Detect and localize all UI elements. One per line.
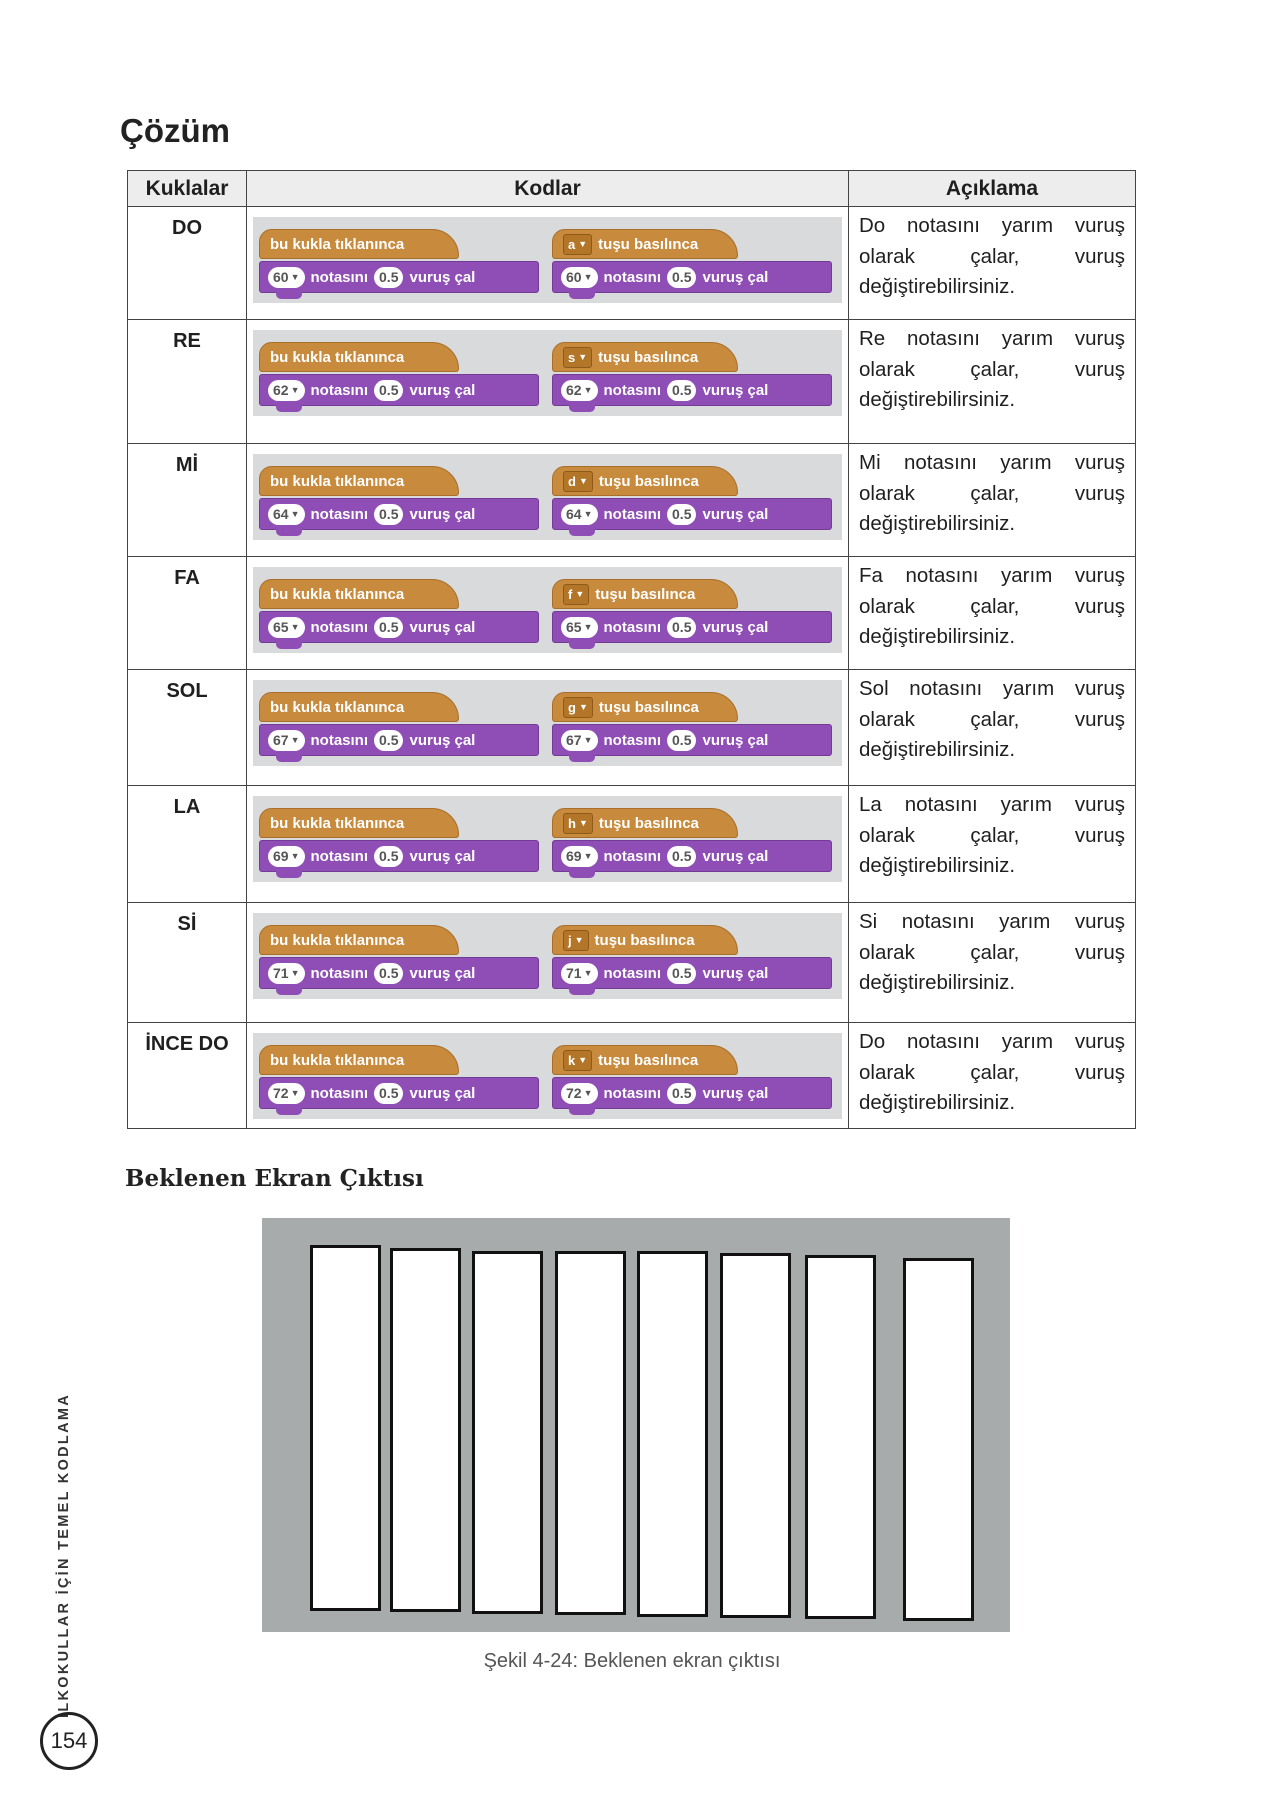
- table-row: [128, 207, 1136, 320]
- header-kodlar: Kodlar: [247, 171, 849, 207]
- description-cell: Re notasını yarım vuruş olarak çalar, vuruş değiştirebilirsiniz.: [849, 320, 1136, 444]
- beat-input[interactable]: 0.5: [667, 846, 696, 867]
- script-area: [253, 217, 842, 303]
- key-dropdown[interactable]: s ▼: [563, 347, 592, 368]
- when-clicked-block[interactable]: bu kukla tıklanınca: [259, 1045, 459, 1075]
- dropdown-arrow-icon: ▼: [583, 851, 593, 861]
- figure-caption: Şekil 4-24: Beklenen ekran çıktısı: [483, 1650, 781, 1672]
- dropdown-arrow-icon: ▼: [290, 851, 300, 861]
- dropdown-arrow-icon: ▼: [290, 509, 300, 519]
- description-cell: Si notasını yarım vuruş olarak çalar, vuruş değiştirebilirsiniz.: [849, 903, 1136, 1023]
- puppet-name: RE: [128, 320, 247, 444]
- beat-input[interactable]: 0.5: [374, 380, 403, 401]
- when-key-pressed-block[interactable]: j ▼ tuşu basılınca: [552, 925, 738, 955]
- when-key-pressed-block[interactable]: k ▼ tuşu basılınca: [552, 1045, 738, 1075]
- note-dropdown[interactable]: 67 ▼: [268, 730, 305, 751]
- table-row: [128, 903, 1136, 1023]
- key-script: [552, 458, 838, 536]
- note-dropdown[interactable]: 65 ▼: [561, 617, 598, 638]
- header-kuklalar: Kuklalar: [128, 171, 247, 207]
- play-note-block[interactable]: 71 ▼ notasını 0.5 vuruş çal: [552, 957, 832, 989]
- beat-input[interactable]: 0.5: [667, 504, 696, 525]
- description-cell: Mi notasını yarım vuruş olarak çalar, vuruş değiştirebilirsiniz.: [849, 444, 1136, 557]
- dropdown-arrow-icon: ▼: [290, 272, 300, 282]
- dropdown-arrow-icon: ▼: [578, 818, 588, 828]
- script-area: [253, 567, 842, 653]
- play-note-block[interactable]: 60 ▼ notasını 0.5 vuruş çal: [552, 261, 832, 293]
- piano-key-sprite[interactable]: [472, 1251, 543, 1614]
- code-cell: [247, 786, 849, 903]
- beat-input[interactable]: 0.5: [374, 963, 403, 984]
- piano-key-sprite[interactable]: [555, 1251, 626, 1615]
- table-row: [128, 1023, 1136, 1129]
- key-script: [552, 917, 838, 995]
- note-dropdown[interactable]: 60 ▼: [268, 267, 305, 288]
- piano-key-sprite[interactable]: [805, 1255, 876, 1619]
- play-note-block[interactable]: 65 ▼ notasını 0.5 vuruş çal: [259, 611, 539, 643]
- play-note-block[interactable]: 67 ▼ notasını 0.5 vuruş çal: [259, 724, 539, 756]
- code-cell: [247, 320, 849, 444]
- table-row: [128, 786, 1136, 903]
- beat-input[interactable]: 0.5: [667, 963, 696, 984]
- script-area: [253, 680, 842, 766]
- puppet-name: LA: [128, 786, 247, 903]
- dropdown-arrow-icon: ▼: [578, 1055, 588, 1065]
- play-note-block[interactable]: 60 ▼ notasını 0.5 vuruş çal: [259, 261, 539, 293]
- description-cell: Do notasını yarım vuruş olarak çalar, vuruş değiştirebilirsiniz.: [849, 1023, 1136, 1129]
- key-script: [552, 684, 838, 762]
- play-note-block[interactable]: 64 ▼ notasını 0.5 vuruş çal: [259, 498, 539, 530]
- beat-input[interactable]: 0.5: [667, 267, 696, 288]
- note-dropdown[interactable]: 64 ▼: [268, 504, 305, 525]
- key-dropdown[interactable]: g ▼: [563, 697, 593, 718]
- solution-table: [127, 170, 1136, 1129]
- script-area: [253, 454, 842, 540]
- puppet-name: DO: [128, 207, 247, 320]
- expected-output-title: Beklenen Ekran Çıktısı: [125, 1165, 424, 1192]
- table-row: [128, 557, 1136, 670]
- script-area: [253, 913, 842, 999]
- key-dropdown[interactable]: a ▼: [563, 234, 592, 255]
- code-cell: [247, 207, 849, 320]
- when-key-pressed-block[interactable]: g ▼ tuşu basılınca: [552, 692, 738, 722]
- when-clicked-block[interactable]: bu kukla tıklanınca: [259, 692, 459, 722]
- note-dropdown[interactable]: 67 ▼: [561, 730, 598, 751]
- play-note-block[interactable]: 67 ▼ notasını 0.5 vuruş çal: [552, 724, 832, 756]
- dropdown-arrow-icon: ▼: [578, 476, 588, 486]
- code-cell: [247, 903, 849, 1023]
- dropdown-arrow-icon: ▼: [575, 589, 585, 599]
- beat-input[interactable]: 0.5: [374, 617, 403, 638]
- note-dropdown[interactable]: 72 ▼: [268, 1083, 305, 1104]
- play-note-block[interactable]: 72 ▼ notasını 0.5 vuruş çal: [552, 1077, 832, 1109]
- play-note-block[interactable]: 69 ▼ notasını 0.5 vuruş çal: [259, 840, 539, 872]
- beat-input[interactable]: 0.5: [374, 1083, 403, 1104]
- click-script: [259, 571, 545, 649]
- when-key-pressed-block[interactable]: d ▼ tuşu basılınca: [552, 466, 738, 496]
- dropdown-arrow-icon: ▼: [290, 622, 300, 632]
- key-dropdown[interactable]: k ▼: [563, 1050, 592, 1071]
- play-note-block[interactable]: 64 ▼ notasını 0.5 vuruş çal: [552, 498, 832, 530]
- dropdown-arrow-icon: ▼: [290, 735, 300, 745]
- note-dropdown[interactable]: 72 ▼: [561, 1083, 598, 1104]
- description-cell: Fa notasını yarım vuruş olarak çalar, vuruş değiştirebilirsiniz.: [849, 557, 1136, 670]
- dropdown-arrow-icon: ▼: [583, 1088, 593, 1098]
- description-cell: La notasını yarım vuruş olarak çalar, vuruş değiştirebilirsiniz.: [849, 786, 1136, 903]
- click-script: [259, 684, 545, 762]
- key-script: [552, 221, 838, 299]
- key-dropdown[interactable]: h ▼: [563, 813, 593, 834]
- puppet-name: Mİ: [128, 444, 247, 557]
- dropdown-arrow-icon: ▼: [290, 385, 300, 395]
- piano-key-sprite[interactable]: [390, 1248, 461, 1612]
- beat-input[interactable]: 0.5: [667, 1083, 696, 1104]
- dropdown-arrow-icon: ▼: [583, 509, 593, 519]
- key-dropdown[interactable]: d ▼: [563, 471, 593, 492]
- dropdown-arrow-icon: ▼: [583, 272, 593, 282]
- when-key-pressed-block[interactable]: f ▼ tuşu basılınca: [552, 579, 738, 609]
- dropdown-arrow-icon: ▼: [578, 352, 588, 362]
- note-dropdown[interactable]: 71 ▼: [268, 963, 305, 984]
- puppet-name: FA: [128, 557, 247, 670]
- beat-input[interactable]: 0.5: [374, 267, 403, 288]
- note-dropdown[interactable]: 64 ▼: [561, 504, 598, 525]
- note-dropdown[interactable]: 71 ▼: [561, 963, 598, 984]
- dropdown-arrow-icon: ▼: [290, 968, 300, 978]
- note-dropdown[interactable]: 60 ▼: [561, 267, 598, 288]
- note-dropdown[interactable]: 62 ▼: [561, 380, 598, 401]
- when-clicked-block[interactable]: bu kukla tıklanınca: [259, 342, 459, 372]
- when-clicked-block[interactable]: bu kukla tıklanınca: [259, 579, 459, 609]
- play-note-block[interactable]: 62 ▼ notasını 0.5 vuruş çal: [259, 374, 539, 406]
- table-row: [128, 670, 1136, 786]
- header-aciklama: Açıklama: [849, 171, 1136, 207]
- stage-preview: [262, 1218, 1010, 1632]
- dropdown-arrow-icon: ▼: [583, 968, 593, 978]
- code-cell: [247, 557, 849, 670]
- page-number: 154: [40, 1712, 98, 1770]
- key-script: [552, 800, 838, 878]
- puppet-name: SOL: [128, 670, 247, 786]
- click-script: [259, 458, 545, 536]
- when-clicked-block[interactable]: bu kukla tıklanınca: [259, 466, 459, 496]
- section-heading: Çözüm: [120, 112, 230, 149]
- beat-input[interactable]: 0.5: [667, 730, 696, 751]
- key-dropdown[interactable]: j ▼: [563, 930, 589, 951]
- beat-input[interactable]: 0.5: [667, 617, 696, 638]
- dropdown-arrow-icon: ▼: [583, 735, 593, 745]
- play-note-block[interactable]: 62 ▼ notasını 0.5 vuruş çal: [552, 374, 832, 406]
- dropdown-arrow-icon: ▼: [583, 622, 593, 632]
- script-area: [253, 1033, 842, 1119]
- click-script: [259, 334, 545, 412]
- beat-input[interactable]: 0.5: [374, 730, 403, 751]
- key-dropdown[interactable]: f ▼: [563, 584, 589, 605]
- code-cell: [247, 1023, 849, 1129]
- beat-input[interactable]: 0.5: [374, 504, 403, 525]
- dropdown-arrow-icon: ▼: [578, 239, 588, 249]
- play-note-block[interactable]: 69 ▼ notasını 0.5 vuruş çal: [552, 840, 832, 872]
- note-dropdown[interactable]: 62 ▼: [268, 380, 305, 401]
- key-script: [552, 1037, 838, 1115]
- when-key-pressed-block[interactable]: h ▼ tuşu basılınca: [552, 808, 738, 838]
- piano-key-sprite[interactable]: [903, 1258, 974, 1621]
- piano-key-sprite[interactable]: [637, 1251, 708, 1617]
- when-clicked-block[interactable]: bu kukla tıklanınca: [259, 808, 459, 838]
- when-clicked-block[interactable]: bu kukla tıklanınca: [259, 925, 459, 955]
- code-cell: [247, 444, 849, 557]
- click-script: [259, 800, 545, 878]
- click-script: [259, 1037, 545, 1115]
- click-script: [259, 917, 545, 995]
- puppet-name: Sİ: [128, 903, 247, 1023]
- table-row: [128, 320, 1136, 444]
- script-area: [253, 796, 842, 882]
- dropdown-arrow-icon: ▼: [574, 935, 584, 945]
- note-dropdown[interactable]: 69 ▼: [561, 846, 598, 867]
- beat-input[interactable]: 0.5: [374, 846, 403, 867]
- when-key-pressed-block[interactable]: a ▼ tuşu basılınca: [552, 229, 738, 259]
- when-key-pressed-block[interactable]: s ▼ tuşu basılınca: [552, 342, 738, 372]
- description-cell: Sol notasını yarım vuruş olarak çalar, vuruş değiştirebilirsiniz.: [849, 670, 1136, 786]
- dropdown-arrow-icon: ▼: [578, 702, 588, 712]
- dropdown-arrow-icon: ▼: [583, 385, 593, 395]
- piano-key-sprite[interactable]: [720, 1253, 791, 1618]
- side-book-title: İLKOKULLAR İÇİN TEMEL KODLAMA: [56, 1393, 72, 1718]
- code-cell: [247, 670, 849, 786]
- script-area: [253, 330, 842, 416]
- table-header-row: [128, 171, 1136, 207]
- dropdown-arrow-icon: ▼: [290, 1088, 300, 1098]
- description-cell: Do notasını yarım vuruş olarak çalar, vuruş değiştirebilirsiniz.: [849, 207, 1136, 320]
- play-note-block[interactable]: 71 ▼ notasını 0.5 vuruş çal: [259, 957, 539, 989]
- note-dropdown[interactable]: 69 ▼: [268, 846, 305, 867]
- note-dropdown[interactable]: 65 ▼: [268, 617, 305, 638]
- key-script: [552, 334, 838, 412]
- when-clicked-block[interactable]: bu kukla tıklanınca: [259, 229, 459, 259]
- play-note-block[interactable]: 72 ▼ notasını 0.5 vuruş çal: [259, 1077, 539, 1109]
- piano-key-sprite[interactable]: [310, 1245, 381, 1611]
- click-script: [259, 221, 545, 299]
- table-row: [128, 444, 1136, 557]
- beat-input[interactable]: 0.5: [667, 380, 696, 401]
- play-note-block[interactable]: 65 ▼ notasını 0.5 vuruş çal: [552, 611, 832, 643]
- puppet-name: İNCE DO: [128, 1023, 247, 1129]
- key-script: [552, 571, 838, 649]
